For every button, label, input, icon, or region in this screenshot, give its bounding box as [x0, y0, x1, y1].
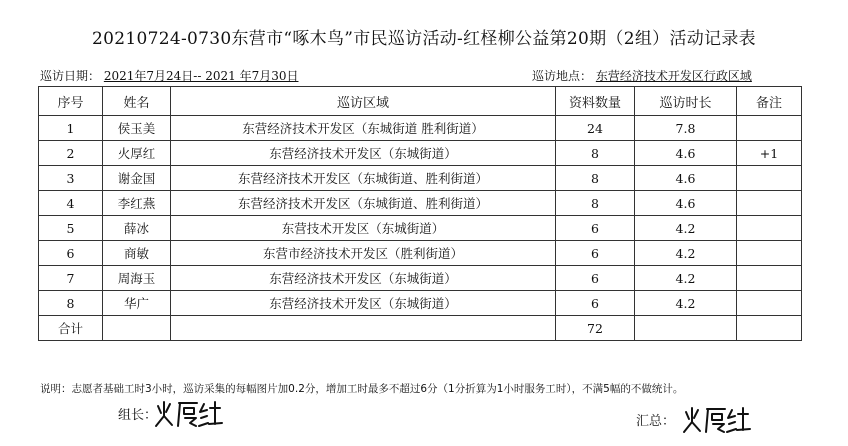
row-count: 8	[556, 191, 635, 216]
row-number: 8	[39, 291, 103, 316]
row-hours: 7.8	[635, 116, 737, 141]
summary-signature	[680, 402, 752, 440]
visit-location	[532, 67, 752, 84]
leader-signature	[152, 396, 224, 434]
row-area: 东营经济技术开发区（东城街道、胜利街道）	[171, 166, 556, 191]
table-row	[39, 241, 802, 266]
header-number: 序号	[39, 87, 103, 116]
row-count: 6	[556, 216, 635, 241]
row-note	[737, 266, 802, 291]
row-hours: 4.2	[635, 291, 737, 316]
table-row	[39, 191, 802, 216]
row-name: 谢金国	[103, 166, 171, 191]
leader-label: 组长：	[118, 408, 158, 423]
row-name: 火厚红	[103, 141, 171, 166]
row-name: 商敏	[103, 241, 171, 266]
row-note	[737, 166, 802, 191]
table-row	[39, 116, 802, 141]
header-count: 资料数量	[556, 87, 635, 116]
table-row	[39, 216, 802, 241]
row-name: 李红燕	[103, 191, 171, 216]
row-area: 东营经济技术开发区（东城街道）	[171, 141, 556, 166]
row-hours: 4.6	[635, 191, 737, 216]
total-row	[39, 316, 802, 341]
activity-record-table	[38, 86, 802, 341]
total-empty-cell	[171, 316, 556, 341]
row-number: 3	[39, 166, 103, 191]
row-hours: 4.2	[635, 266, 737, 291]
table-row	[39, 266, 802, 291]
row-count: 6	[556, 291, 635, 316]
row-area: 东营经济技术开发区（东城街道、胜利街道）	[171, 191, 556, 216]
visit-location-value: 东营经济技术开发区行政区域	[595, 69, 752, 83]
handwritten-signature-icon	[680, 402, 752, 436]
row-area: 东营经济技术开发区（东城街道）	[171, 266, 556, 291]
row-note	[737, 291, 802, 316]
header-hours: 巡访时长	[635, 87, 737, 116]
row-count: 6	[556, 241, 635, 266]
row-name: 薛冰	[103, 216, 171, 241]
row-area: 东营市经济技术开发区（胜利街道）	[171, 241, 556, 266]
table-row	[39, 291, 802, 316]
row-count: 24	[556, 116, 635, 141]
total-label: 合计	[39, 316, 103, 341]
row-count: 8	[556, 141, 635, 166]
handwritten-signature-icon	[152, 396, 224, 430]
header-note: 备注	[737, 87, 802, 116]
header-name: 姓名	[103, 87, 171, 116]
visit-date-value: 2021年7月24日-- 2021 年7月30日	[103, 69, 299, 83]
row-number: 7	[39, 266, 103, 291]
row-number: 4	[39, 191, 103, 216]
row-note	[737, 116, 802, 141]
total-empty-cell	[103, 316, 171, 341]
visit-date	[40, 67, 298, 84]
row-area: 东营技术开发区（东城街道）	[171, 216, 556, 241]
row-count: 6	[556, 266, 635, 291]
visit-date-label: 巡访日期：	[40, 69, 101, 83]
row-name: 华广	[103, 291, 171, 316]
row-number: 2	[39, 141, 103, 166]
total-empty-cell	[635, 316, 737, 341]
visit-location-label: 巡访地点：	[532, 69, 593, 83]
row-name: 周海玉	[103, 266, 171, 291]
row-hours: 4.6	[635, 141, 737, 166]
table-row	[39, 166, 802, 191]
row-area: 东营经济技术开发区（东城街道 胜利街道）	[171, 116, 556, 141]
table-header-row	[39, 87, 802, 116]
row-hours: 4.6	[635, 166, 737, 191]
row-count: 8	[556, 166, 635, 191]
document-title: 20210724-0730东营市“啄木鸟”市民巡访活动-红柽柳公益第20期（2组）活动记录表	[92, 29, 756, 49]
header-area: 巡访区域	[171, 87, 556, 116]
row-number: 5	[39, 216, 103, 241]
row-hours: 4.2	[635, 241, 737, 266]
table-row	[39, 141, 802, 166]
row-note	[737, 216, 802, 241]
row-note	[737, 191, 802, 216]
row-note: +1	[737, 141, 802, 166]
explanation-note: 说明：志愿者基础工时3小时，巡访采集的每幅图片加0.2分，增加工时最多不超过6分（1分折算为1小时服务工时），不满5幅的不做统计。	[40, 383, 684, 395]
row-name: 侯玉美	[103, 116, 171, 141]
row-number: 6	[39, 241, 103, 266]
total-empty-cell	[737, 316, 802, 341]
row-area: 东营经济技术开发区（东城街道）	[171, 291, 556, 316]
total-count: 72	[556, 316, 635, 341]
row-hours: 4.2	[635, 216, 737, 241]
row-note	[737, 241, 802, 266]
summary-label: 汇总：	[636, 414, 676, 429]
row-number: 1	[39, 116, 103, 141]
